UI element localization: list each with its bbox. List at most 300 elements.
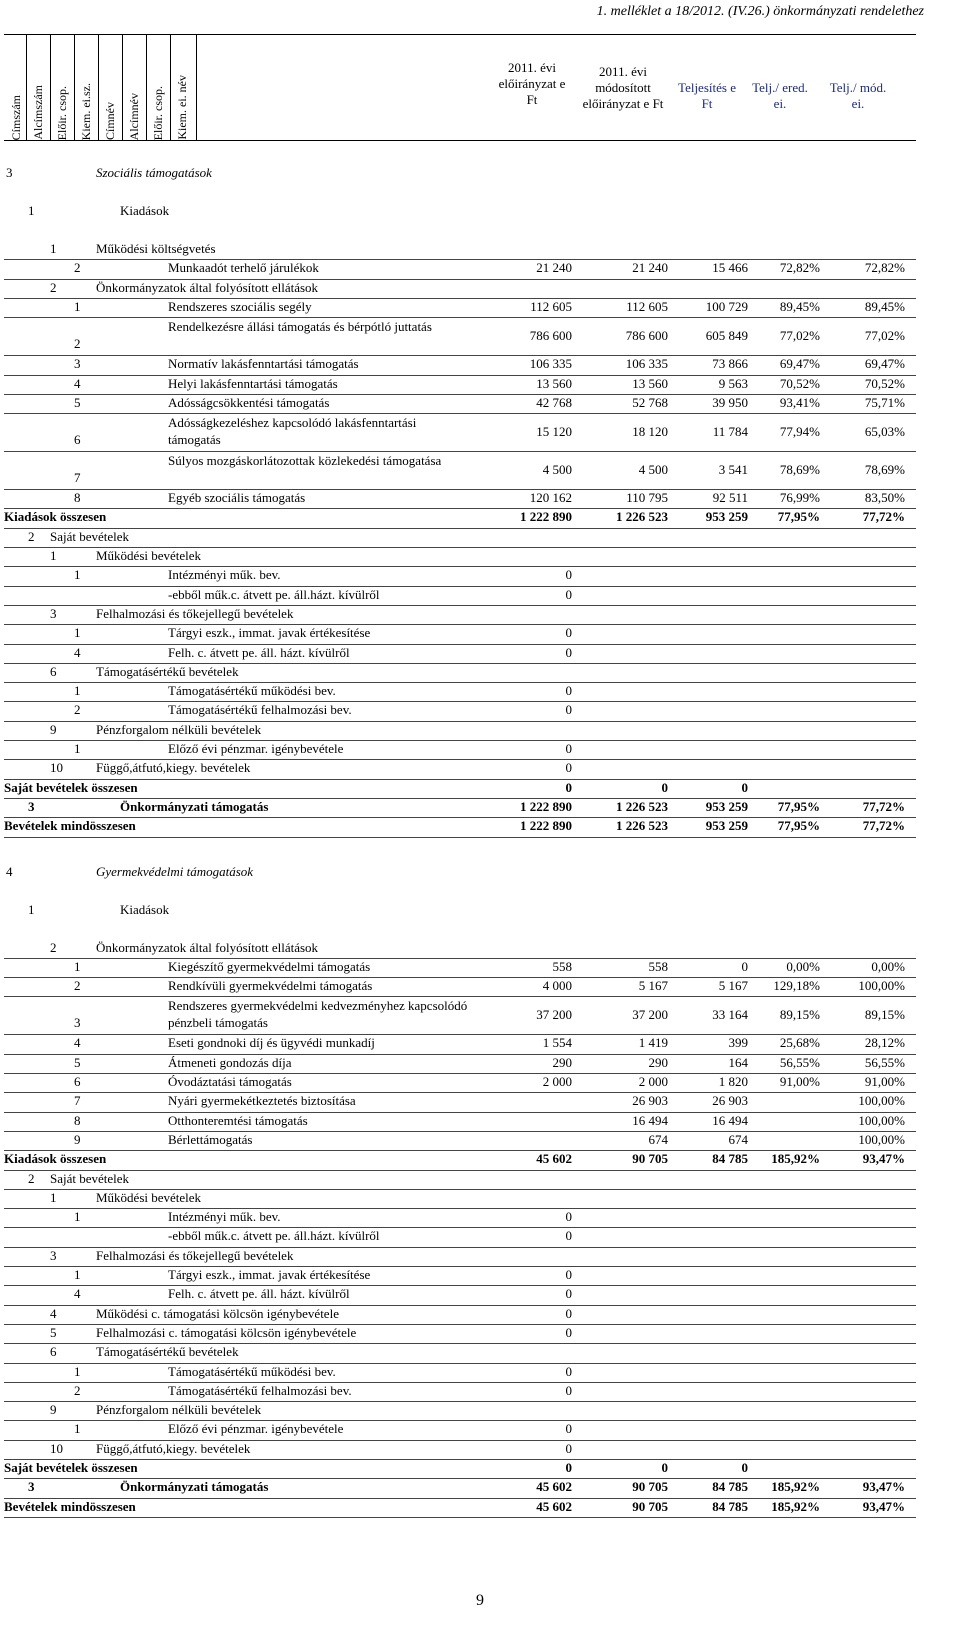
table-row (0, 1055, 960, 1074)
table-row (0, 741, 960, 760)
row-label: Előző évi pénzmar. igénybevétele (168, 741, 344, 756)
row-label: Saját bevételek (50, 528, 130, 544)
table-row (0, 1113, 960, 1132)
cell-v3: 15 466 (712, 260, 748, 276)
cell-v3: 26 903 (712, 1093, 748, 1109)
cell-v1: 0 (565, 1421, 572, 1437)
cell-v5: 100,00% (858, 1112, 905, 1128)
cell-v4: 89,45% (779, 298, 820, 314)
table-row (0, 452, 960, 490)
cell-v1: 1 222 890 (520, 798, 572, 814)
row-code: 2 (50, 279, 57, 295)
row-label: Támogatásértékű felhalmozási bev. (168, 1382, 352, 1398)
cell-v4: 70,52% (779, 375, 820, 391)
cell-v2: 110 795 (626, 490, 668, 506)
table-row (0, 702, 960, 721)
vertical-header: Címszám (8, 94, 23, 140)
cell-v5: 83,50% (864, 490, 905, 506)
table-row (0, 940, 960, 959)
row-label: Helyi lakásfenntartási támogatás (168, 375, 338, 391)
row-code: 1 (50, 548, 57, 563)
row-code: 2 (28, 1170, 35, 1186)
row-code: 1 (74, 625, 81, 641)
row-label: Önkormányzatok által folyósított ellátások (96, 279, 319, 295)
cell-v2: 16 494 (632, 1112, 668, 1128)
vertical-header: Alcímnév (126, 92, 141, 140)
row-label: Önkormányzati támogatás (120, 798, 269, 814)
table-row (0, 1441, 960, 1460)
row-label: Kiegészítő gyermekvédelmi támogatás (168, 958, 371, 974)
cell-v4: 129,18% (773, 978, 820, 994)
row-code: 10 (50, 1440, 63, 1456)
cell-v1: 0 (565, 702, 572, 718)
row-label: Működési c. támogatási kölcsön igénybevétele (96, 1305, 339, 1321)
cell-v5: 93,47% (862, 1479, 905, 1495)
cell-v5: 77,72% (862, 798, 905, 814)
cell-v5: 100,00% (858, 1131, 905, 1147)
cell-v3: 92 511 (712, 490, 748, 506)
header-top-rule (4, 34, 916, 35)
cell-v2: 5 167 (638, 978, 668, 994)
table-row (0, 1325, 960, 1344)
cell-v1: 21 240 (536, 260, 572, 276)
cell-v3: 9 563 (718, 375, 748, 391)
row-code: 6 (50, 663, 57, 679)
cell-v5: 89,45% (864, 298, 905, 314)
cell-v1: 0 (565, 1286, 572, 1302)
cell-v2: 90 705 (632, 1479, 668, 1495)
row-label: Önkormányzati támogatás (120, 1479, 269, 1495)
cell-v1: 45 602 (536, 1479, 572, 1495)
row-code: 5 (74, 394, 81, 410)
cell-v3: 0 (741, 1460, 748, 1475)
table-row (0, 280, 960, 299)
vertical-header: Előir. csop. (54, 85, 69, 140)
row-code: 2 (28, 528, 35, 544)
table-row (0, 625, 960, 644)
cell-v5: 77,02% (864, 328, 905, 344)
table-row (0, 760, 960, 779)
cell-v1: 0 (565, 567, 572, 583)
col-header-perf-mod: Telj./ mód. ei. (829, 80, 887, 111)
row-code: 8 (74, 1112, 81, 1128)
cell-v3: 953 259 (705, 509, 748, 525)
row-label: Támogatásértékű felhalmozási bev. (168, 702, 352, 718)
cell-v2: 90 705 (632, 1498, 668, 1514)
table-row (0, 1499, 960, 1518)
row-code: 2 (74, 260, 81, 276)
row-label: -ebből műk.c. átvett pe. áll.házt. kívülről (168, 586, 380, 602)
table-row (0, 1035, 960, 1054)
table-row (0, 1171, 960, 1190)
row-label: Eseti gondnoki díj és ügyvédi munkadíj (168, 1035, 375, 1051)
cell-v5: 75,71% (864, 394, 905, 410)
vertical-header: Kiem. ei.sz. (78, 82, 93, 140)
cell-v2: 1 226 523 (616, 798, 668, 814)
row-label: Kiadások összesen (4, 1151, 107, 1167)
cell-v4: 185,92% (771, 1498, 820, 1514)
row-label: Rendkívüli gyermekvédelmi támogatás (168, 978, 373, 994)
header-column-divider (170, 34, 171, 140)
cell-v5: 28,12% (864, 1035, 905, 1051)
row-label: Bevételek mindösszesen (4, 1498, 136, 1514)
cell-v2: 290 (648, 1054, 668, 1070)
cell-v5: 89,15% (864, 1007, 905, 1023)
row-code: 3 (50, 605, 57, 621)
cell-v3: 84 785 (712, 1479, 748, 1495)
cell-v2: 674 (648, 1131, 668, 1147)
cell-v1: 106 335 (529, 356, 572, 372)
cell-v4: 77,94% (779, 424, 820, 440)
table-row (0, 1132, 960, 1151)
cell-v3: 953 259 (705, 798, 748, 814)
cell-v5: 100,00% (858, 978, 905, 994)
row-code: 1 (74, 567, 81, 583)
cell-v1: 0 (565, 644, 572, 660)
row-label: Kiadások összesen (4, 509, 107, 525)
table-row (0, 1074, 960, 1093)
table-row (0, 1306, 960, 1325)
row-label: Rendszeres szociális segély (168, 298, 312, 314)
table-row (0, 1479, 960, 1498)
table-row (0, 376, 960, 395)
table-row (0, 1151, 960, 1170)
cell-v2: 106 335 (625, 356, 668, 372)
row-code: 7 (74, 1093, 81, 1109)
row-code: 1 (74, 1209, 81, 1225)
table-row (0, 1267, 960, 1286)
subsection-code: 1 (28, 901, 35, 917)
cell-v2: 558 (648, 958, 668, 974)
row-code: 1 (74, 298, 81, 314)
row-label: Működési bevételek (96, 1189, 202, 1205)
row-code: 1 (50, 1189, 57, 1205)
cell-v5: 56,55% (864, 1054, 905, 1070)
row-label: -ebből műk.c. átvett pe. áll.házt. kívülről (168, 1228, 380, 1244)
cell-v2: 52 768 (632, 394, 668, 410)
cell-v2: 1 419 (638, 1035, 668, 1051)
cell-v1: 0 (565, 760, 572, 776)
row-label: Előző évi pénzmar. igénybevétele (168, 1421, 344, 1437)
cell-v5: 93,47% (862, 1151, 905, 1167)
table-row (0, 959, 960, 978)
cell-v2: 18 120 (632, 424, 668, 440)
cell-v2: 90 705 (632, 1151, 668, 1167)
table-row (0, 1344, 960, 1363)
row-code: 6 (50, 1344, 57, 1360)
row-label: Felh. c. átvett pe. áll. házt. kívülről (168, 644, 350, 660)
cell-v1: 0 (565, 1324, 572, 1340)
cell-v2: 4 500 (638, 462, 668, 478)
table-row (0, 356, 960, 375)
row-code: 3 (74, 356, 81, 372)
row-code: 2 (74, 702, 81, 718)
row-code: 9 (50, 721, 57, 737)
table-row (0, 567, 960, 586)
cell-v3: 33 164 (712, 1007, 748, 1023)
cell-v1: 0 (565, 683, 572, 699)
table-row (0, 997, 960, 1035)
col-header-plan: 2011. évi előirányzat e Ft (498, 60, 566, 107)
cell-v4: 89,15% (779, 1007, 820, 1023)
table-row (0, 529, 960, 548)
row-code: 3 (74, 1015, 81, 1031)
cell-v3: 39 950 (712, 394, 748, 410)
cell-v1: 0 (565, 1305, 572, 1321)
cell-v1: 0 (565, 1460, 572, 1475)
col-header-perf-orig: Telj./ ered. ei. (752, 80, 808, 111)
row-code: 5 (74, 1054, 81, 1070)
cell-v1: 4 500 (542, 462, 572, 478)
row-rule (4, 1517, 916, 1518)
row-label: Óvodáztatási támogatás (168, 1074, 292, 1089)
row-code: 9 (50, 1402, 57, 1418)
cell-v4: 78,69% (779, 462, 820, 478)
row-code: 10 (50, 760, 63, 776)
header-column-divider (98, 34, 99, 140)
col-header-performance: Teljesítés e Ft (678, 80, 736, 111)
row-code: 3 (50, 1247, 57, 1263)
cell-v5: 91,00% (864, 1074, 905, 1089)
cell-v4: 25,68% (779, 1035, 820, 1051)
cell-v4: 72,82% (779, 260, 820, 276)
row-code: 2 (50, 939, 57, 955)
row-code: 1 (74, 1267, 81, 1282)
cell-v4: 69,47% (779, 356, 820, 372)
header-column-divider (26, 34, 27, 140)
row-label: Támogatásértékű bevételek (96, 1344, 239, 1360)
row-label: Munkaadót terhelő járulékok (168, 260, 319, 276)
cell-v5: 77,72% (862, 509, 905, 525)
row-code: 2 (74, 336, 81, 352)
vertical-header: Címnév (102, 102, 117, 140)
row-label: Saját bevételek összesen (4, 1460, 138, 1475)
cell-v5: 77,72% (862, 818, 905, 834)
cell-v1: 15 120 (536, 424, 572, 440)
row-code: 1 (74, 683, 81, 699)
row-code: 4 (74, 375, 81, 391)
cell-v5: 93,47% (862, 1498, 905, 1514)
row-label: Egyéb szociális támogatás (168, 490, 306, 506)
table-row (0, 260, 960, 279)
cell-v1: 0 (565, 625, 572, 641)
table-row (0, 1248, 960, 1267)
row-code: 2 (74, 1382, 81, 1398)
row-code: 4 (74, 1035, 81, 1051)
row-label: Nyári gyermekétkeztetés biztosítása (168, 1093, 356, 1109)
cell-v1: 2 000 (542, 1074, 572, 1089)
table-row (0, 414, 960, 452)
table-row (0, 1209, 960, 1228)
table-row (0, 1228, 960, 1247)
header-column-divider (50, 34, 51, 140)
table-row (0, 722, 960, 741)
cell-v4: 77,02% (779, 328, 820, 344)
row-code: 7 (74, 470, 81, 486)
header-column-divider (74, 34, 75, 140)
row-label: Függő,átfutó,kiegy. bevételek (96, 760, 251, 776)
row-label: Normatív lakásfenntartási támogatás (168, 356, 359, 372)
cell-v1: 0 (565, 741, 572, 756)
cell-v5: 72,82% (864, 260, 905, 276)
cell-v3: 605 849 (705, 328, 748, 344)
cell-v2: 13 560 (632, 375, 668, 391)
cell-v1: 37 200 (536, 1007, 572, 1023)
table-row (0, 1460, 960, 1479)
table-row (0, 818, 960, 837)
table-row (0, 1421, 960, 1440)
cell-v3: 1 820 (718, 1074, 748, 1089)
cell-v1: 0 (565, 1228, 572, 1244)
row-label: Saját bevételek összesen (4, 779, 138, 795)
cell-v1: 0 (565, 1267, 572, 1282)
row-label: Önkormányzatok által folyósított ellátások (96, 939, 319, 955)
table-row (0, 318, 960, 356)
row-label: Otthonteremtési támogatás (168, 1112, 308, 1128)
cell-v2: 21 240 (632, 260, 668, 276)
cell-v1: 0 (565, 1363, 572, 1379)
cell-v1: 112 605 (530, 298, 572, 314)
cell-v4: 76,99% (779, 490, 820, 506)
row-rule (4, 837, 916, 838)
cell-v4: 0,00% (786, 958, 820, 974)
cell-v2: 1 226 523 (616, 818, 668, 834)
row-label: Felhalmozási és tőkejellegű bevételek (96, 605, 294, 621)
row-label: Bevételek mindösszesen (4, 818, 136, 834)
cell-v1: 290 (552, 1054, 572, 1070)
row-code: 9 (74, 1131, 81, 1147)
section-title: Gyermekvédelmi támogatások (96, 863, 254, 879)
cell-v2: 1 226 523 (616, 509, 668, 525)
table-row (0, 1093, 960, 1112)
cell-v1: 45 602 (536, 1498, 572, 1514)
row-code: 3 (28, 1479, 35, 1495)
cell-v3: 674 (728, 1131, 748, 1147)
cell-v1: 786 600 (529, 328, 572, 344)
vertical-header: Előir. csop. (150, 85, 165, 140)
row-label: Adósságcsökkentési támogatás (168, 394, 330, 410)
cell-v1: 13 560 (536, 375, 572, 391)
cell-v2: 0 (661, 779, 668, 795)
subsection-title: Kiadások (120, 203, 170, 218)
table-row (0, 241, 960, 260)
cell-v3: 399 (728, 1035, 748, 1051)
row-code: 6 (74, 1074, 81, 1089)
table-row (0, 1402, 960, 1421)
cell-v3: 953 259 (705, 818, 748, 834)
table-row (0, 395, 960, 414)
row-label: Felh. c. átvett pe. áll. házt. kívülről (168, 1286, 350, 1302)
cell-v4: 185,92% (771, 1479, 820, 1495)
cell-v1: 0 (565, 1209, 572, 1225)
cell-v5: 65,03% (864, 424, 905, 440)
cell-v2: 37 200 (632, 1007, 668, 1023)
cell-v3: 0 (741, 779, 748, 795)
cell-v4: 56,55% (779, 1054, 820, 1070)
row-label: Pénzforgalom nélküli bevételek (96, 721, 262, 737)
section-code: 3 (6, 165, 13, 180)
row-label: Intézményi műk. bev. (168, 1209, 281, 1225)
table-row (0, 978, 960, 997)
row-label: Intézményi műk. bev. (168, 567, 281, 583)
row-label: Működési költségvetés (96, 241, 216, 256)
header-column-divider (146, 34, 147, 140)
table-row (0, 299, 960, 318)
row-code: 2 (74, 978, 81, 994)
row-code: 3 (28, 798, 35, 814)
row-label: Támogatásértékű működési bev. (168, 1363, 336, 1379)
cell-v5: 78,69% (864, 462, 905, 478)
table-row (0, 1190, 960, 1209)
cell-v4: 77,95% (777, 798, 820, 814)
row-code: 1 (50, 241, 57, 256)
row-label: Pénzforgalom nélküli bevételek (96, 1402, 262, 1418)
section-title: Szociális támogatások (96, 165, 212, 180)
subsection-title: Kiadások (120, 901, 170, 917)
section-code: 4 (6, 863, 13, 879)
row-label: Felhalmozási c. támogatási kölcsön igénybevétele (96, 1324, 357, 1340)
header-note: 1. melléklet a 18/2012. (IV.26.) önkormányzati rendelethez (596, 4, 924, 19)
vertical-header: Alcímszám (30, 85, 45, 140)
row-label: Rendszeres gyermekvédelmi kedvezményhez kapcsolódó pénzbeli támogatás (168, 998, 468, 1031)
cell-v2: 2 000 (638, 1074, 668, 1089)
cell-v1: 1 222 890 (520, 509, 572, 525)
cell-v3: 84 785 (712, 1498, 748, 1514)
table-row (0, 664, 960, 683)
cell-v3: 84 785 (712, 1151, 748, 1167)
table-row (0, 1364, 960, 1383)
row-label: Tárgyi eszk., immat. javak értékesítése (168, 1267, 371, 1282)
row-code: 1 (74, 1421, 81, 1437)
cell-v5: 0,00% (871, 958, 905, 974)
cell-v3: 0 (741, 958, 748, 974)
cell-v5: 69,47% (864, 356, 905, 372)
cell-v3: 100 729 (705, 298, 748, 314)
page-number: 9 (476, 1592, 484, 1609)
row-label: Saját bevételek (50, 1170, 130, 1186)
table-row (0, 780, 960, 799)
cell-v3: 3 541 (718, 462, 748, 478)
row-label: Átmeneti gondozás díja (168, 1054, 292, 1070)
row-label: Támogatásértékű működési bev. (168, 683, 336, 699)
table-row (0, 1286, 960, 1305)
table-row (0, 799, 960, 818)
row-label: Támogatásértékű bevételek (96, 663, 239, 679)
table-row (0, 606, 960, 625)
table-row (0, 1383, 960, 1402)
row-label: Rendelkezésre állási támogatás és bérpótló juttatás (168, 319, 432, 335)
header-column-divider (196, 34, 197, 140)
row-code: 8 (74, 490, 81, 506)
header-bottom-rule (4, 140, 916, 141)
cell-v3: 11 784 (712, 424, 748, 440)
row-code: 1 (74, 958, 81, 974)
cell-v4: 185,92% (771, 1151, 820, 1167)
cell-v1: 42 768 (536, 394, 572, 410)
table-row (0, 587, 960, 606)
row-code: 6 (74, 432, 81, 448)
row-code: 4 (50, 1305, 57, 1321)
row-label: Adósságkezeléshez kapcsolódó lakásfenntartási támogatás (168, 415, 417, 448)
cell-v5: 70,52% (864, 375, 905, 391)
cell-v1: 120 162 (529, 490, 572, 506)
subsection-code: 1 (28, 203, 35, 218)
col-header-modified: 2011. évi módosított előirányzat e Ft (582, 64, 664, 111)
cell-v2: 786 600 (625, 328, 668, 344)
cell-v1: 4 000 (542, 978, 572, 994)
row-code: 1 (74, 741, 81, 756)
cell-v1: 0 (565, 779, 572, 795)
